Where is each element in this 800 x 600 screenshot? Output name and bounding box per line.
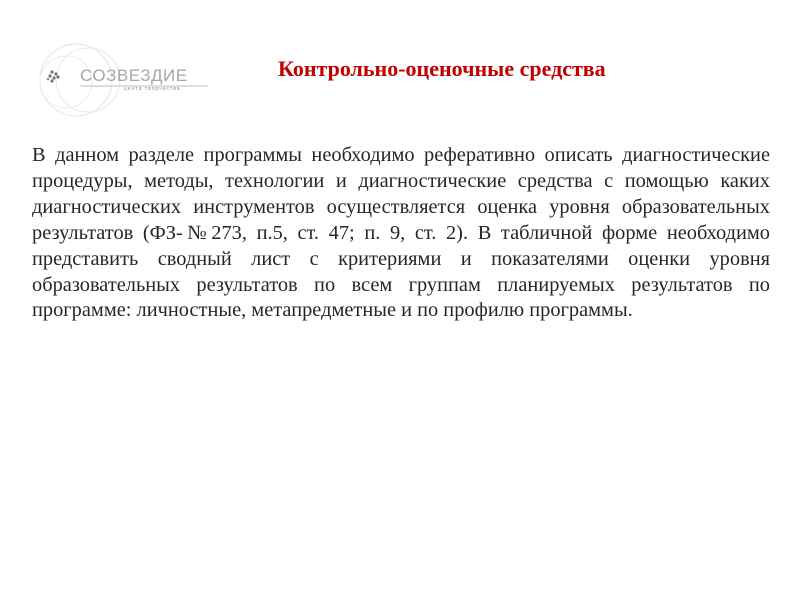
- logo: [36, 40, 226, 120]
- logo-tagline: центр творчества: [124, 86, 181, 92]
- logo-name: СОЗВЕЗДИЕ: [80, 66, 188, 85]
- slide-title: Контрольно-оценочные средства: [278, 56, 606, 81]
- slide-body-text: В данном разделе программы необходимо реферативно описать диагностические процедуры, методы, технологии и диагностические средства с помощью каких диагностических инструментов осуществляется оценка уровня образовательных результатов (ФЗ-№273, п.5, ст. 47; п. 9, ст. 2). В табличной форме необходимо представить сводный лист с критериями и показателями оценки уровня образовательных результатов по всем группам планируемых результатов по программе: личностные, метапредметные и по профилю программы.: [32, 144, 770, 322]
